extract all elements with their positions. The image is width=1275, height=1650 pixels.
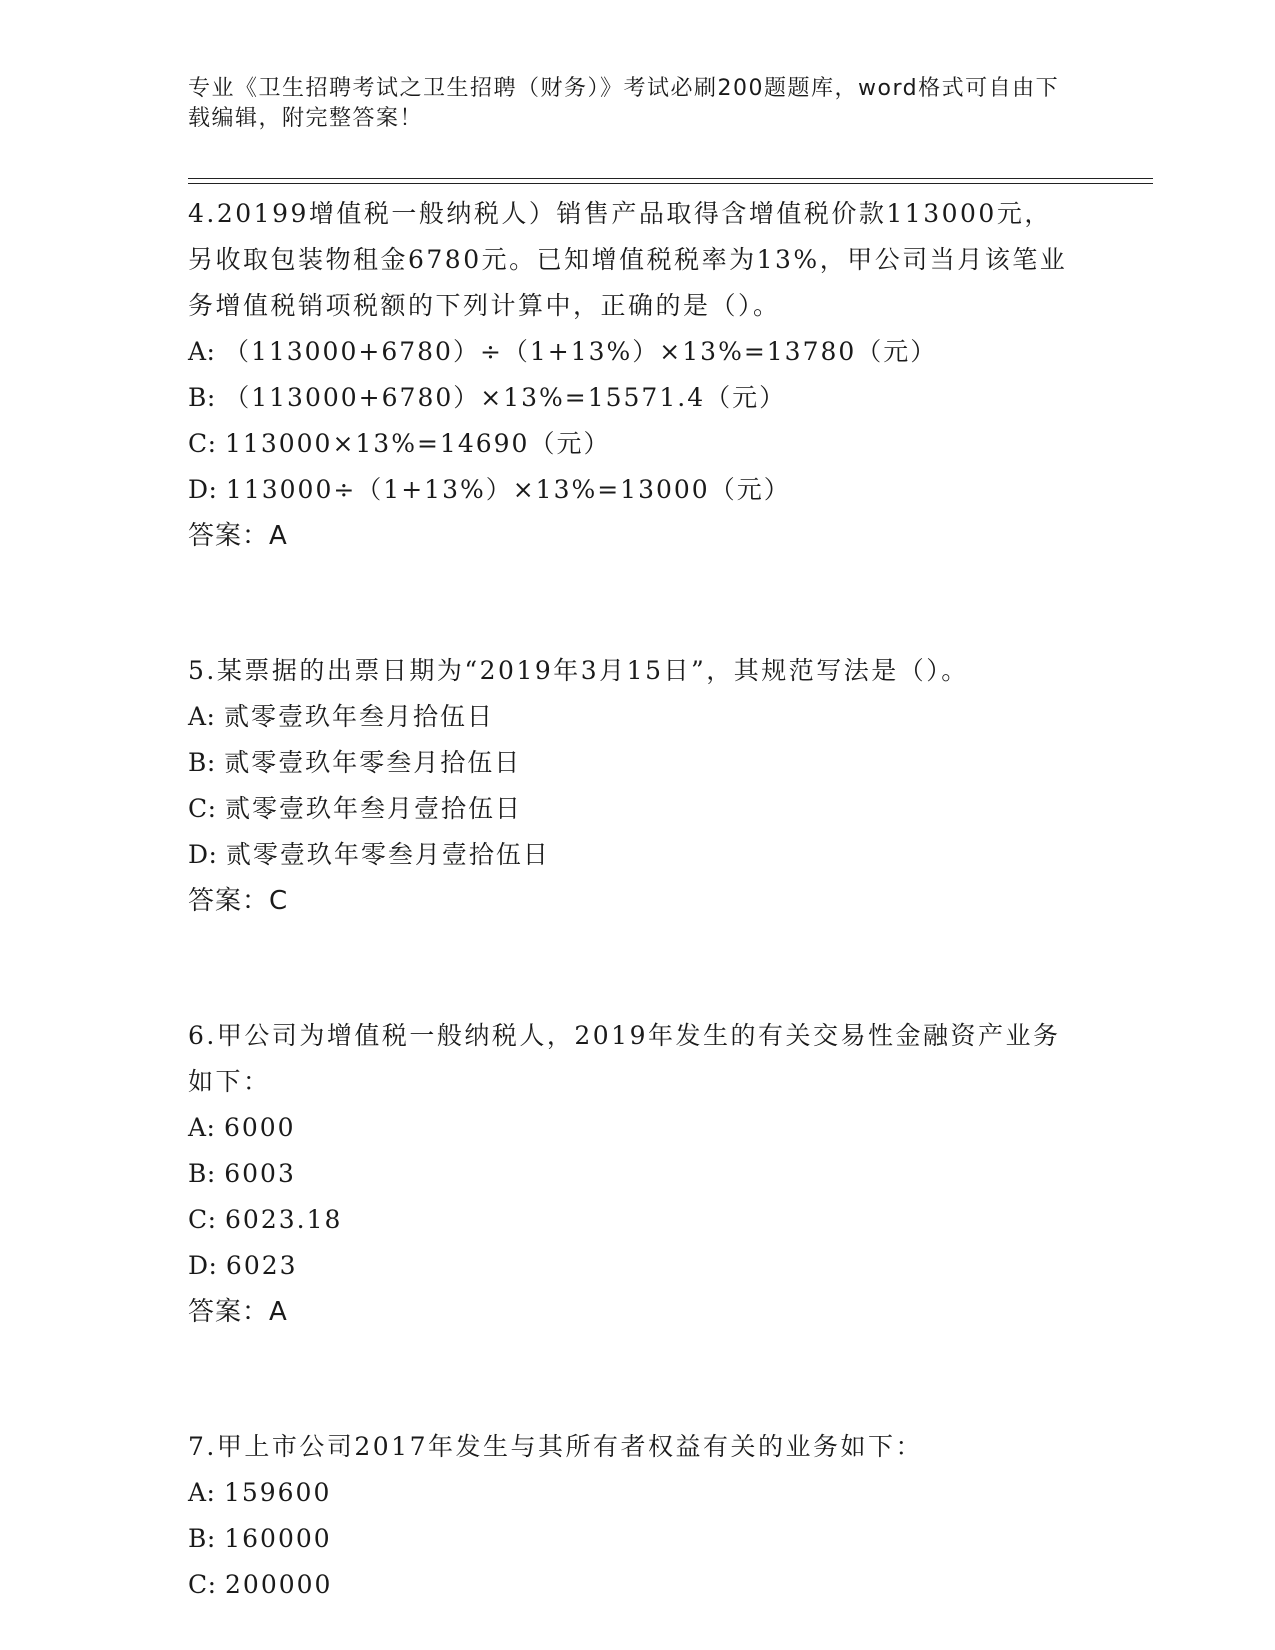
option-label: C: — [188, 794, 217, 823]
option-label: D: — [188, 1251, 218, 1280]
document-header: 专业《卫生招聘考试之卫生招聘（财务）》考试必刷200题题库，word格式可自由下载编辑，附完整答案！ — [188, 76, 1060, 131]
option-c — [188, 1562, 1068, 1608]
option-text: 6023 — [225, 1251, 298, 1280]
header-divider-top — [188, 178, 1153, 179]
answer-line: 答案：A — [188, 1297, 288, 1327]
option-text: 贰零壹玖年叁月壹拾伍日 — [225, 794, 523, 823]
option-label: A: — [188, 337, 216, 366]
option-label: B: — [188, 383, 216, 412]
option-text: 6023.18 — [225, 1205, 343, 1234]
option-c — [188, 1197, 1068, 1243]
question-7 — [188, 1424, 1068, 1608]
option-text: 200000 — [225, 1570, 333, 1599]
answer-line: 答案：C — [188, 886, 289, 916]
option-text: 160000 — [224, 1524, 332, 1553]
question-6 — [188, 1013, 1068, 1335]
answer-line: 答案：A — [188, 521, 288, 551]
option-c — [188, 421, 1068, 467]
option-text: 113000×13%=14690（元） — [225, 429, 611, 458]
option-label: B: — [188, 1159, 216, 1188]
option-d — [188, 832, 1068, 878]
option-a — [188, 1470, 1068, 1516]
option-text: 贰零壹玖年零叁月壹拾伍日 — [225, 840, 550, 869]
option-b — [188, 1516, 1068, 1562]
option-text: 6003 — [224, 1159, 296, 1188]
question-list — [188, 191, 1068, 1608]
option-text: 113000÷（1+13%）×13%=13000（元） — [225, 475, 791, 504]
option-d — [188, 467, 1068, 513]
option-text: 159600 — [223, 1478, 332, 1507]
option-label: C: — [188, 1570, 217, 1599]
option-label: D: — [188, 840, 218, 869]
option-text: （113000+6780）÷（1+13%）×13%=13780（元） — [223, 337, 938, 366]
question-text: 7.甲上市公司2017年发生与其所有者权益有关的业务如下： — [188, 1432, 923, 1461]
question-text: 5.某票据的出票日期为“2019年3月15日”，其规范写法是（）。 — [188, 656, 969, 685]
option-a — [188, 329, 1068, 375]
option-a — [188, 1105, 1068, 1151]
question-5 — [188, 648, 1068, 924]
question-text: 6.甲公司为增值税一般纳税人，2019年发生的有关交易性金融资产业务如下： — [188, 1021, 1061, 1096]
option-c — [188, 786, 1068, 832]
option-d — [188, 1243, 1068, 1289]
option-label: A: — [188, 1478, 216, 1507]
option-label: C: — [188, 429, 217, 458]
option-text: 6000 — [223, 1113, 296, 1142]
question-text: 4.20199增值税一般纳税人）销售产品取得含增值税价款113000元，另收取包装物租金6780元。已知增值税税率为13%，甲公司当月该笔业务增值税销项税额的下列计算中，正确的是（）。 — [188, 199, 1068, 320]
question-4 — [188, 191, 1068, 559]
option-a — [188, 694, 1068, 740]
option-label: B: — [188, 1524, 216, 1553]
option-label: D: — [188, 475, 218, 504]
option-b — [188, 740, 1068, 786]
option-label: A: — [188, 702, 216, 731]
option-b — [188, 375, 1068, 421]
option-b — [188, 1151, 1068, 1197]
option-label: A: — [188, 1113, 216, 1142]
option-label: C: — [188, 1205, 217, 1234]
option-text: 贰零壹玖年叁月拾伍日 — [223, 702, 494, 731]
header-divider-bottom — [188, 183, 1153, 184]
option-text: 贰零壹玖年零叁月拾伍日 — [224, 748, 522, 777]
option-text: （113000+6780）×13%=15571.4（元） — [224, 383, 787, 412]
option-label: B: — [188, 748, 216, 777]
